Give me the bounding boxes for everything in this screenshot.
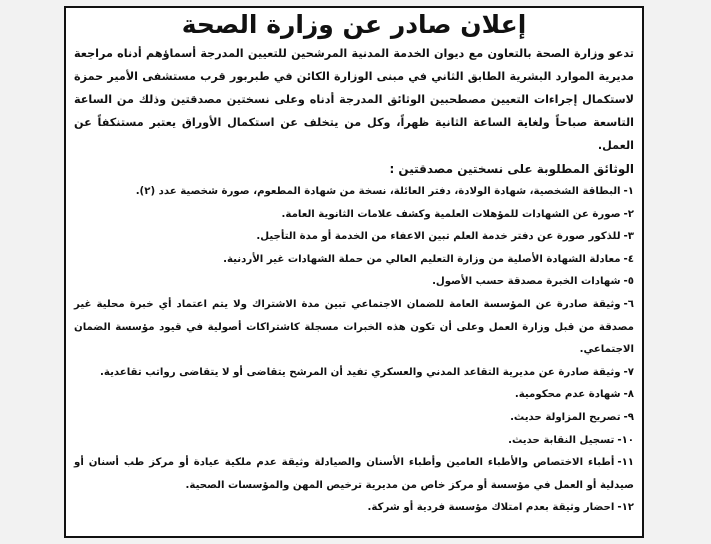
announcement-intro: تدعو وزارة الصحة بالتعاون مع ديوان الخدمة المدنية المرشحين للتعيين المدرجة أسماؤهم أدناه مراجعة مديرية الموارد البشرية الطابق الثاني في مبنى الوزارة الكائن في طبربور قرب مستشفى الأمير حمزة لاستكمال إجراءات التعيين مصطحبين الوثائق المدرجة أدناه وعلى نسختين مصدقتين وذلك من الساعة التاسعة صباحاً ولغاية الساعة الثانية ظهراً، وكل من يتخلف عن استكمال الأوراق يعتبر مستنكفاً عن العمل. bbox=[74, 47, 634, 152]
list-item bbox=[74, 497, 634, 520]
item-text: معادلة الشهادة الأصلية من وزارة التعليم العالي من حملة الشهادات غير الأردنية. bbox=[223, 253, 621, 265]
list-item bbox=[74, 204, 634, 227]
item-text: شهادة عدم محكومية. bbox=[514, 389, 621, 401]
list-item bbox=[74, 294, 634, 362]
list-item bbox=[74, 452, 634, 497]
item-number: ١١- bbox=[617, 457, 634, 469]
item-text: تسجيل النقابة حديث. bbox=[508, 434, 615, 446]
item-number: ٨- bbox=[623, 389, 634, 401]
item-text: وثيقة صادرة عن مديرية التقاعد المدني والعسكري تفيد أن المرشح يتقاضى أو لا يتقاضى رواتب تقاعدية. bbox=[100, 366, 621, 378]
item-number: ٦- bbox=[623, 298, 634, 310]
list-item bbox=[74, 384, 634, 407]
item-number: ٣- bbox=[623, 231, 634, 243]
item-text: شهادات الخبرة مصدقة حسب الأصول. bbox=[432, 276, 621, 288]
item-number: ٢- bbox=[623, 208, 634, 220]
item-number: ٥- bbox=[623, 276, 634, 288]
list-item bbox=[74, 362, 634, 385]
item-text: تصريح المزاولة حديث. bbox=[510, 411, 621, 423]
item-number: ١٠- bbox=[617, 434, 634, 446]
list-item bbox=[74, 271, 634, 294]
list-item bbox=[74, 181, 634, 204]
item-number: ٤- bbox=[623, 253, 634, 265]
required-documents-list bbox=[74, 181, 634, 520]
item-text: احضار وثيقة بعدم امتلاك مؤسسة فردية أو شركة. bbox=[367, 502, 615, 514]
list-item bbox=[74, 249, 634, 272]
item-text: للذكور صورة عن دفتر خدمة العلم تبين الاعفاء من الخدمة أو مدة التأجيل. bbox=[256, 231, 621, 243]
announcement-content bbox=[66, 8, 642, 520]
required-documents-heading: الوثائق المطلوبة على نسختين مصدقتين : bbox=[389, 162, 634, 176]
item-number: ١- bbox=[623, 186, 634, 197]
item-text: وثيقة صادرة عن المؤسسة العامة للضمان الاجتماعي تبين مدة الاشتراك ولا يتم اعتماد أي خبرة محلية غير مصدقة من قبل وزارة العمل وعلى أن تكون هذه الخبرات مسجلة كاشتراكات أصولية في قيود مؤسسة الضمان الاجتماعي. bbox=[74, 298, 634, 356]
announcement-sheet bbox=[64, 6, 644, 538]
item-number: ١٢- bbox=[617, 502, 634, 514]
item-text: صورة عن الشهادات للمؤهلات العلمية وكشف علامات الثانوية العامة. bbox=[281, 208, 621, 220]
announcement-title: إعلان صادر عن وزارة الصحة bbox=[181, 10, 527, 39]
list-item bbox=[74, 430, 634, 453]
item-text: البطاقة الشخصية، شهادة الولادة، دفتر العائلة، نسخة من شهادة المطعوم، صورة شخصية عدد (٢). bbox=[135, 186, 621, 197]
item-number: ٧- bbox=[623, 366, 634, 378]
item-number: ٩- bbox=[623, 411, 634, 423]
list-item bbox=[74, 407, 634, 430]
list-item bbox=[74, 226, 634, 249]
item-text: أطباء الاختصاص والأطباء العامين وأطباء الأسنان والصيادلة وثيقة عدم ملكية عيادة أو مركز طب أسنان أو صيدلية أو العمل في مؤسسة أو مركز خاص من مديرية ترخيص المهن والمؤسسات الصحية. bbox=[74, 457, 634, 491]
